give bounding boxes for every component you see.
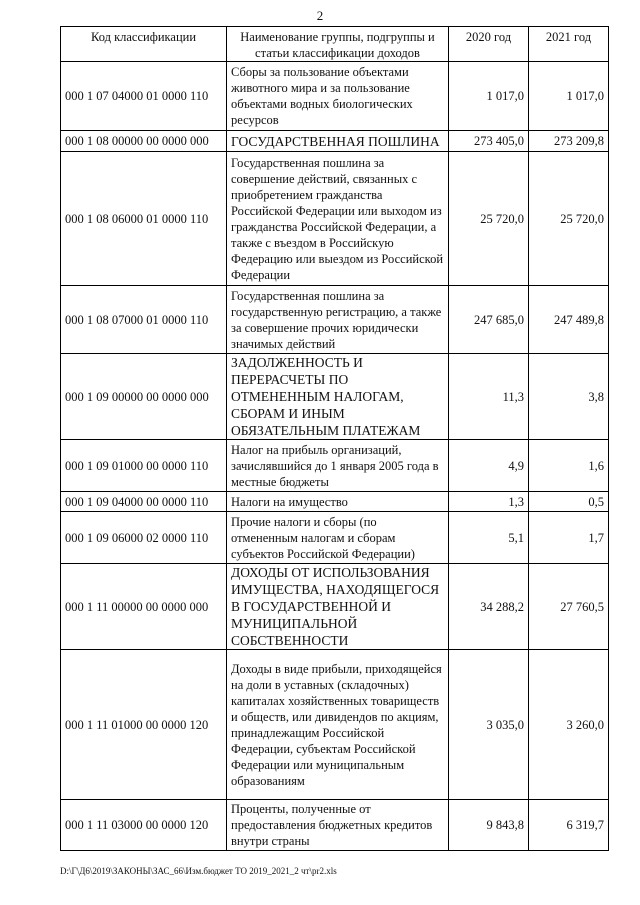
row-value-2020: 34 288,2 bbox=[449, 564, 529, 650]
header-code: Код классификации bbox=[61, 27, 227, 62]
row-code: 000 1 07 04000 01 0000 110 bbox=[61, 62, 227, 131]
row-value-2020: 4,9 bbox=[449, 440, 529, 492]
table-row bbox=[61, 131, 609, 152]
row-value-2021: 1 017,0 bbox=[529, 62, 609, 131]
row-name: ЗАДОЛЖЕННОСТЬ И ПЕРЕРАСЧЕТЫ ПО ОТМЕНЕННЫМ НАЛОГАМ, СБОРАМ И ИНЫМ ОБЯЗАТЕЛЬНЫМ ПЛАТЕЖАМ bbox=[227, 354, 449, 440]
row-value-2021: 247 489,8 bbox=[529, 286, 609, 354]
row-code: 000 1 09 00000 00 0000 000 bbox=[61, 354, 227, 440]
page-number: 2 bbox=[316, 8, 324, 23]
row-value-2020: 1,3 bbox=[449, 492, 529, 512]
header-name: Наименование группы, подгруппы и статьи классификации доходов bbox=[227, 27, 449, 62]
table-row bbox=[61, 440, 609, 492]
row-name: Доходы в виде прибыли, приходящейся на доли в уставных (складочных) капиталах хозяйственных товариществ и обществ, или дивидендов по акциям, принадлежащим Российской Федерации, субъектам Российской Федерации или муниципальным образованиям bbox=[227, 650, 449, 800]
row-name: Сборы за пользование объектами животного мира и за пользование объектами водных биологических ресурсов bbox=[227, 62, 449, 131]
row-code: 000 1 08 06000 01 0000 110 bbox=[61, 152, 227, 286]
table-row bbox=[61, 492, 609, 512]
row-value-2020: 25 720,0 bbox=[449, 152, 529, 286]
row-name: Государственная пошлина за совершение действий, связанных с приобретением гражданства Российской Федерации или выходом из гражданства Российской Федерации, а также с въездом в Российскую Федерацию или выездом из Российской Федерации bbox=[227, 152, 449, 286]
row-value-2020: 3 035,0 bbox=[449, 650, 529, 800]
table-row bbox=[61, 286, 609, 354]
row-value-2021: 25 720,0 bbox=[529, 152, 609, 286]
row-name: ДОХОДЫ ОТ ИСПОЛЬЗОВАНИЯ ИМУЩЕСТВА, НАХОДЯЩЕГОСЯ В ГОСУДАРСТВЕННОЙ И МУНИЦИПАЛЬНОЙ СОБСТВЕННОСТИ bbox=[227, 564, 449, 650]
header-year-2020: 2020 год bbox=[449, 27, 529, 62]
row-name: Прочие налоги и сборы (по отмененным налогам и сборам субъектов Российской Федерации) bbox=[227, 512, 449, 564]
row-code: 000 1 11 00000 00 0000 000 bbox=[61, 564, 227, 650]
row-code: 000 1 11 03000 00 0000 120 bbox=[61, 800, 227, 851]
table-row bbox=[61, 800, 609, 851]
row-value-2021: 27 760,5 bbox=[529, 564, 609, 650]
table-row bbox=[61, 650, 609, 800]
table-row bbox=[61, 62, 609, 131]
row-value-2021: 0,5 bbox=[529, 492, 609, 512]
row-name: Налоги на имущество bbox=[227, 492, 449, 512]
row-value-2020: 1 017,0 bbox=[449, 62, 529, 131]
row-value-2021: 1,7 bbox=[529, 512, 609, 564]
table-row bbox=[61, 564, 609, 650]
row-value-2020: 11,3 bbox=[449, 354, 529, 440]
table-header-row bbox=[61, 27, 609, 62]
row-code: 000 1 09 04000 00 0000 110 bbox=[61, 492, 227, 512]
row-name: Налог на прибыль организаций, зачислявшийся до 1 января 2005 года в местные бюджеты bbox=[227, 440, 449, 492]
row-code: 000 1 09 06000 02 0000 110 bbox=[61, 512, 227, 564]
table-row bbox=[61, 512, 609, 564]
row-name: Государственная пошлина за государственную регистрацию, а также за совершение прочих юридически значимых действий bbox=[227, 286, 449, 354]
row-name: ГОСУДАРСТВЕННАЯ ПОШЛИНА bbox=[227, 131, 449, 152]
row-value-2021: 1,6 bbox=[529, 440, 609, 492]
row-name: Проценты, полученные от предоставления бюджетных кредитов внутри страны bbox=[227, 800, 449, 851]
row-code: 000 1 08 00000 00 0000 000 bbox=[61, 131, 227, 152]
row-value-2021: 6 319,7 bbox=[529, 800, 609, 851]
row-value-2020: 5,1 bbox=[449, 512, 529, 564]
row-value-2021: 3,8 bbox=[529, 354, 609, 440]
file-path-footer: D:\Г\Д6\2019\ЗАКОНЫ\ЗАС_66\Изм.бюджет ТО 2019_2021_2 чт\pr2.xls bbox=[60, 866, 337, 876]
row-value-2020: 273 405,0 bbox=[449, 131, 529, 152]
row-code: 000 1 11 01000 00 0000 120 bbox=[61, 650, 227, 800]
row-code: 000 1 09 01000 00 0000 110 bbox=[61, 440, 227, 492]
header-year-2021: 2021 год bbox=[529, 27, 609, 62]
row-value-2020: 9 843,8 bbox=[449, 800, 529, 851]
revenue-classification-table bbox=[60, 26, 609, 851]
row-value-2020: 247 685,0 bbox=[449, 286, 529, 354]
table-row bbox=[61, 354, 609, 440]
row-value-2021: 273 209,8 bbox=[529, 131, 609, 152]
table-row bbox=[61, 152, 609, 286]
row-value-2021: 3 260,0 bbox=[529, 650, 609, 800]
row-code: 000 1 08 07000 01 0000 110 bbox=[61, 286, 227, 354]
